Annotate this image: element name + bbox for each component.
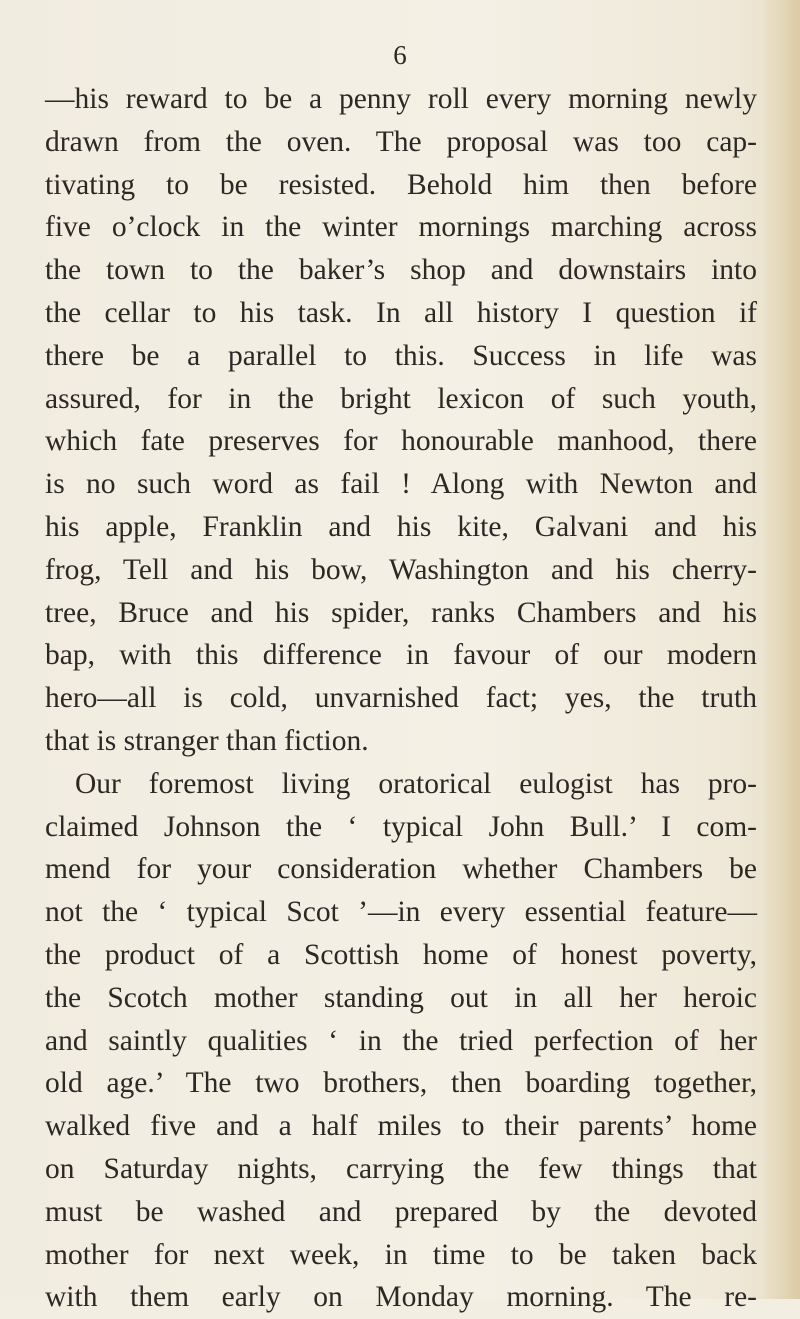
text-line: not the ‘ typical Scot ’—in every essential feature— xyxy=(45,896,757,929)
text-body xyxy=(45,78,757,1319)
text-line: frog, Tell and his bow, Washington and his cherry- xyxy=(45,553,757,586)
text-line: tivating to be resisted. Behold him then before xyxy=(45,168,757,201)
text-line: which fate preserves for honourable manhood, there xyxy=(45,425,757,458)
text-line: with them early on Monday morning. The re- xyxy=(45,1281,757,1314)
page-number: 6 xyxy=(393,40,407,70)
text-line: assured, for in the bright lexicon of such youth, xyxy=(45,382,757,415)
text-line: is no such word as fail ! Along with Newton and xyxy=(45,468,757,501)
text-line: bap, with this difference in favour of our modern xyxy=(45,639,757,672)
text-line: claimed Johnson the ‘ typical John Bull.’ I com- xyxy=(45,810,757,843)
text-line: —his reward to be a penny roll every morning newly xyxy=(45,83,757,115)
paragraph-start-line: Our foremost living oratorical eulogist has pro- xyxy=(75,767,757,800)
text-line: his apple, Franklin and his kite, Galvani and his xyxy=(45,510,757,543)
text-line: must be washed and prepared by the devoted xyxy=(45,1195,757,1228)
text-line: five o’clock in the winter mornings marching across xyxy=(45,211,757,244)
text-line: the town to the baker’s shop and downstairs into xyxy=(45,254,757,287)
text-line: hero—all is cold, unvarnished fact; yes, the truth xyxy=(45,682,757,715)
text-line: old age.’ The two brothers, then boarding together, xyxy=(45,1067,757,1100)
text-line: the cellar to his task. In all history I question if xyxy=(45,296,757,329)
text-line: mend for your consideration whether Chambers be xyxy=(45,853,757,886)
text-line: there be a parallel to this. Success in life was xyxy=(45,339,757,372)
text-line: mother for next week, in time to be taken back xyxy=(45,1238,757,1271)
paragraph-end-line: that is stranger than fiction. xyxy=(45,724,369,757)
text-line: drawn from the oven. The proposal was too cap- xyxy=(45,125,757,158)
text-line: the Scotch mother standing out in all her heroic xyxy=(45,981,757,1014)
text-line: tree, Bruce and his spider, ranks Chambers and his xyxy=(45,596,757,629)
page-edge-stain xyxy=(762,0,800,1299)
text-line: on Saturday nights, carrying the few things that xyxy=(45,1152,757,1185)
text-line: the product of a Scottish home of honest poverty, xyxy=(45,938,757,971)
text-line: and saintly qualities ‘ in the tried perfection of her xyxy=(45,1024,757,1057)
text-line: walked five and a half miles to their parents’ home xyxy=(45,1110,757,1143)
